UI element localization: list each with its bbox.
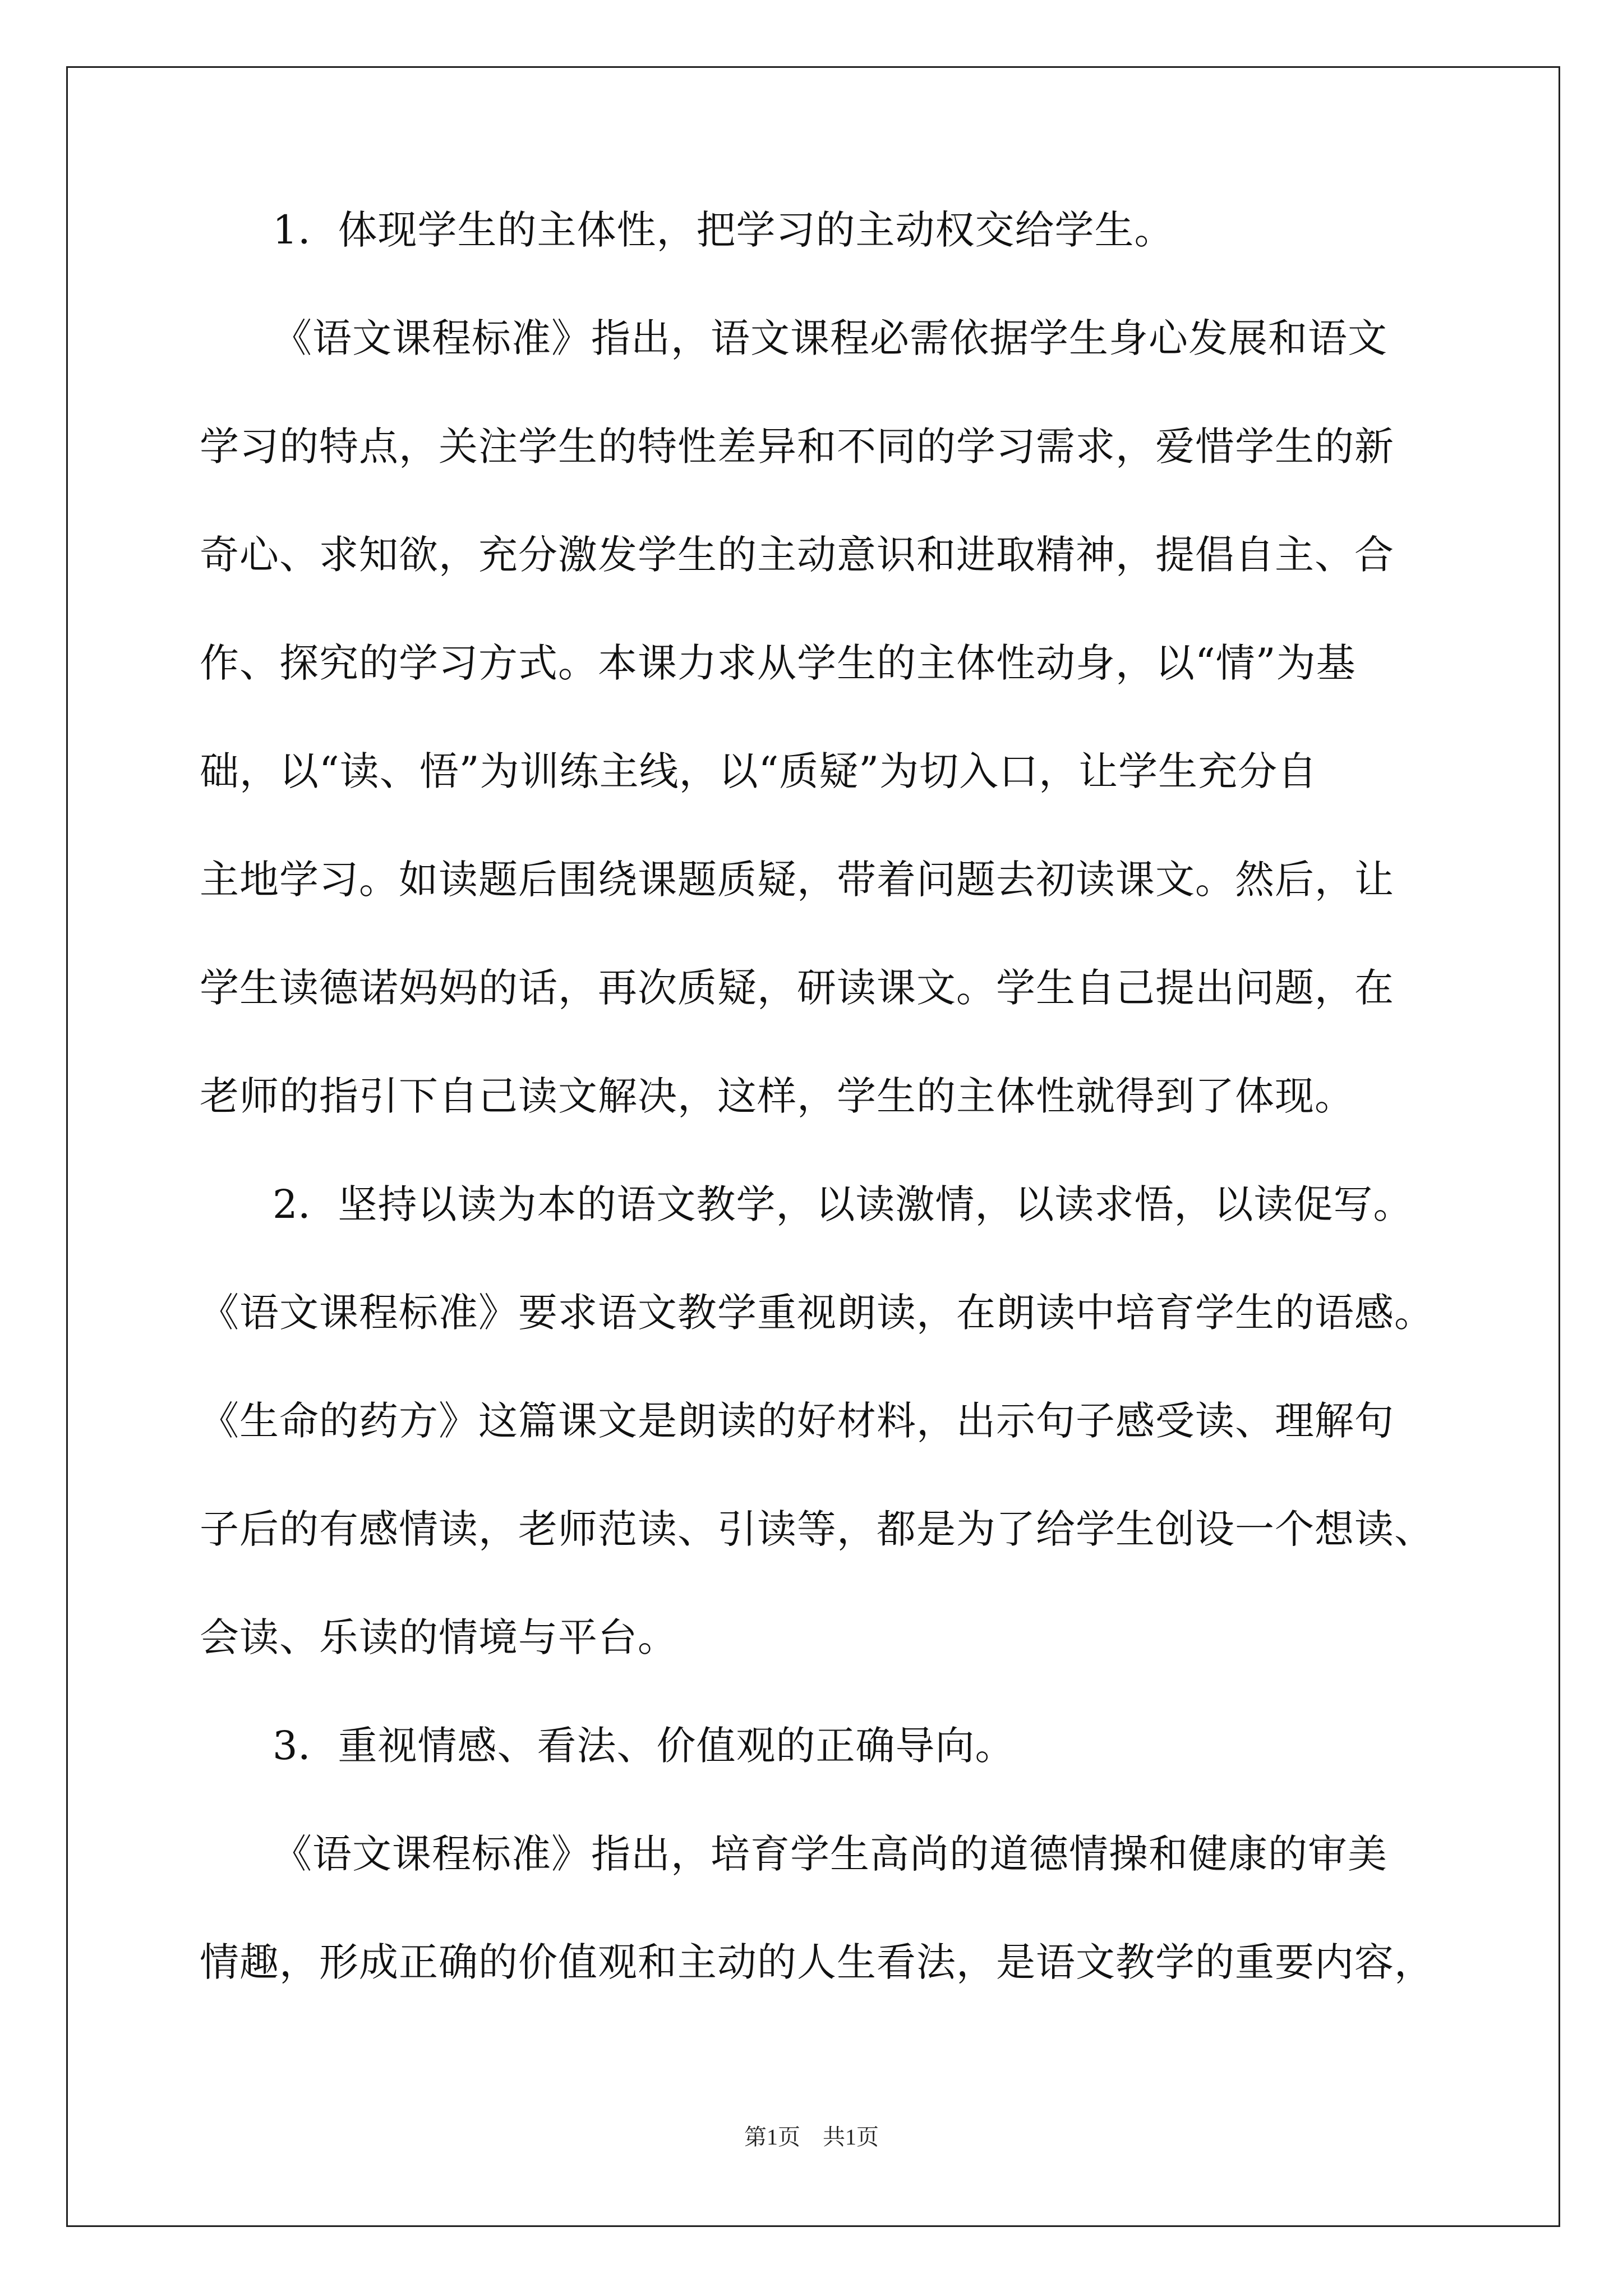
paragraph-line: 情趣，形成正确的价值观和主动的人生看法，是语文教学的重要内容， (200, 1939, 1434, 1985)
paragraph-line: 子后的有感情读，老师范读、引读等，都是为了给学生创设一个想读、 (200, 1506, 1434, 1552)
paragraph-line: 础，以“读、悟”为训练主线，以“质疑”为切入口，让学生充分自 (200, 748, 1318, 794)
paragraph-line: 老师的指引下自己读文解决，这样，学生的主体性就得到了体现。 (200, 1073, 1354, 1119)
page-footer: 第1页 共1页 (744, 2124, 879, 2150)
paragraph-line: 《语文课程标准》指出，语文课程必需依据学生身心发展和语文 (273, 315, 1387, 361)
paragraph-line: 《生命的药方》这篇课文是朗读的好材料，出示句子感受读、理解句 (200, 1398, 1394, 1444)
paragraph-line: 学习的特点，关注学生的特性差异和不同的学习需求，爱惜学生的新 (200, 424, 1394, 470)
paragraph-line: 奇心、求知欲，充分激发学生的主动意识和进取精神，提倡自主、合 (200, 532, 1394, 578)
paragraph-line: 作、探究的学习方式。本课力求从学生的主体性动身，以“情”为基 (200, 640, 1356, 686)
paragraph-line: 《语文课程标准》要求语文教学重视朗读，在朗读中培育学生的语感。 (200, 1290, 1434, 1336)
paragraph-line: 主地学习。如读题后围绕课题质疑，带着问题去初读课文。然后，让 (200, 857, 1394, 903)
page-border (66, 66, 1560, 2227)
paragraph-line: 《语文课程标准》指出，培育学生高尚的道德情操和健康的审美 (273, 1831, 1387, 1877)
paragraph-line: 学生读德诺妈妈的话，再次质疑，研读课文。学生自己提出问题，在 (200, 965, 1394, 1011)
paragraph-heading-2: 2．坚持以读为本的语文教学，以读激情，以读求悟，以读促写。 (273, 1181, 1413, 1227)
paragraph-heading-3: 3．重视情感、看法、价值观的正确导向。 (273, 1723, 1015, 1769)
paragraph-line: 会读、乐读的情境与平台。 (200, 1614, 677, 1660)
paragraph-heading-1: 1．体现学生的主体性，把学习的主动权交给学生。 (273, 207, 1174, 253)
